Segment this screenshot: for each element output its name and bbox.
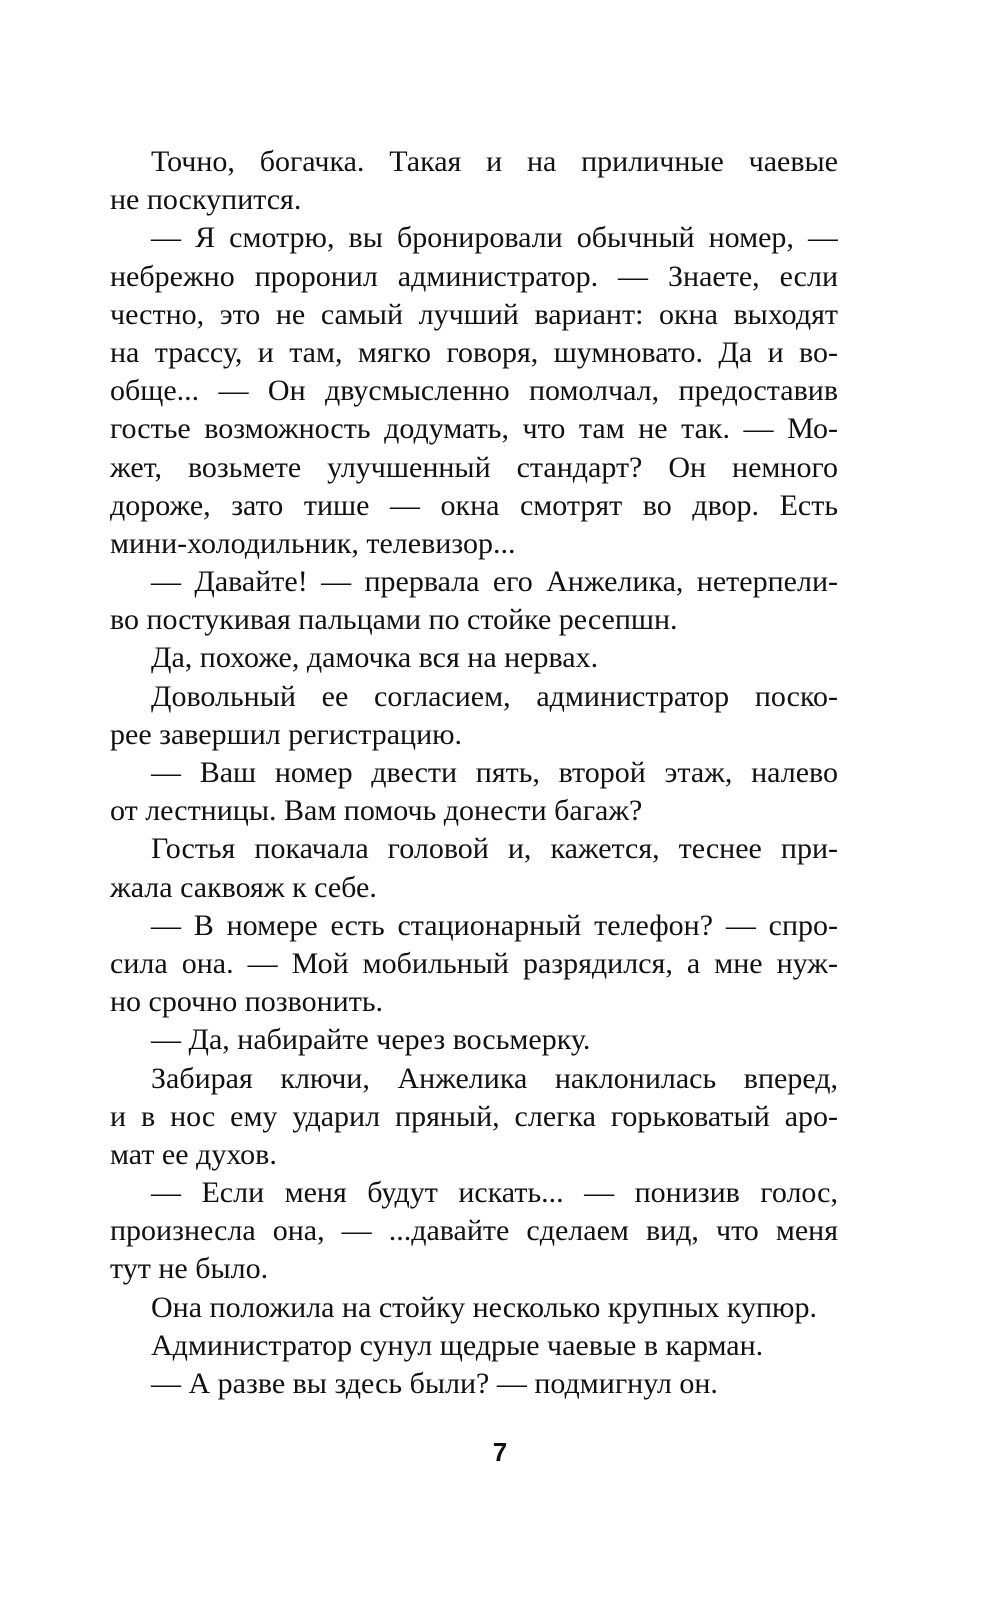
text-line: Забирая ключи, Анжелика наклонилась вперед, — [151, 1061, 838, 1095]
text-line: Точно, богачка. Такая и на приличные чаевые — [151, 145, 838, 178]
text-line: — Да, набирайте через восьмерку. — [151, 1023, 591, 1057]
text-line: — В номере есть стационарный телефон? — спро- — [151, 908, 838, 942]
text-line: но срочно позвонить. — [110, 985, 384, 1019]
text-line: честно, это не самый лучший вариант: окна выходят — [110, 297, 838, 331]
text-line: Она положила на стойку несколько крупных купюр. — [151, 1290, 817, 1324]
body-text — [110, 143, 838, 1403]
text-line: мат ее духов. — [110, 1137, 277, 1171]
text-line: произнесла она, — ...давайте сделаем вид, что меня — [110, 1214, 838, 1248]
text-line: рее завершил регистрацию. — [110, 717, 463, 751]
text-line: не поскупится. — [110, 183, 302, 217]
text-line: гостье возможность додумать, что там не так. — Мо- — [110, 412, 838, 446]
text-line: Администратор сунул щедрые чаевые в карман. — [151, 1328, 764, 1362]
text-line: обще... — Он двусмысленно помолчал, предоставив — [110, 374, 838, 408]
text-line: дороже, зато тише — окна смотрят во двор. Есть — [110, 488, 838, 522]
text-line: на трассу, и там, мягко говоря, шумновато. Да и во- — [110, 335, 838, 369]
text-line: — Я смотрю, вы бронировали обычный номер, — — [151, 221, 838, 255]
text-line: Да, похоже, дамочка вся на нервах. — [151, 641, 599, 675]
text-line: — Ваш номер двести пять, второй этаж, налево — [151, 756, 838, 789]
text-line: во постукивая пальцами по стойке ресепшн. — [110, 603, 678, 637]
text-line: тут не было. — [110, 1252, 269, 1286]
text-line: — А разве вы здесь были? — подмигнул он. — [151, 1367, 718, 1400]
text-line: и в нос ему ударил пряный, слегка горьковатый аро- — [110, 1099, 838, 1133]
text-line: Довольный ее согласием, администратор поско- — [151, 679, 838, 713]
page-number: 7 — [492, 1437, 508, 1467]
text-line: от лестницы. Вам помочь донести багаж? — [110, 794, 643, 828]
text-line: сила она. — Мой мобильный разрядился, а мне нуж- — [110, 946, 838, 980]
text-line: — Если меня будут искать... — понизив голос, — [151, 1176, 838, 1210]
text-line: жет, возьмете улучшенный стандарт? Он немного — [110, 450, 838, 484]
text-line: — Давайте! — прервала его Анжелика, нетерпели- — [151, 565, 838, 599]
text-line: жала саквояж к себе. — [110, 870, 377, 904]
text-line: небрежно проронил администратор. — Знаете, если — [110, 259, 838, 293]
text-line: мини-холодильник, телевизор... — [110, 526, 516, 560]
text-line: Гостья покачала головой и, кажется, теснее при- — [151, 832, 838, 866]
